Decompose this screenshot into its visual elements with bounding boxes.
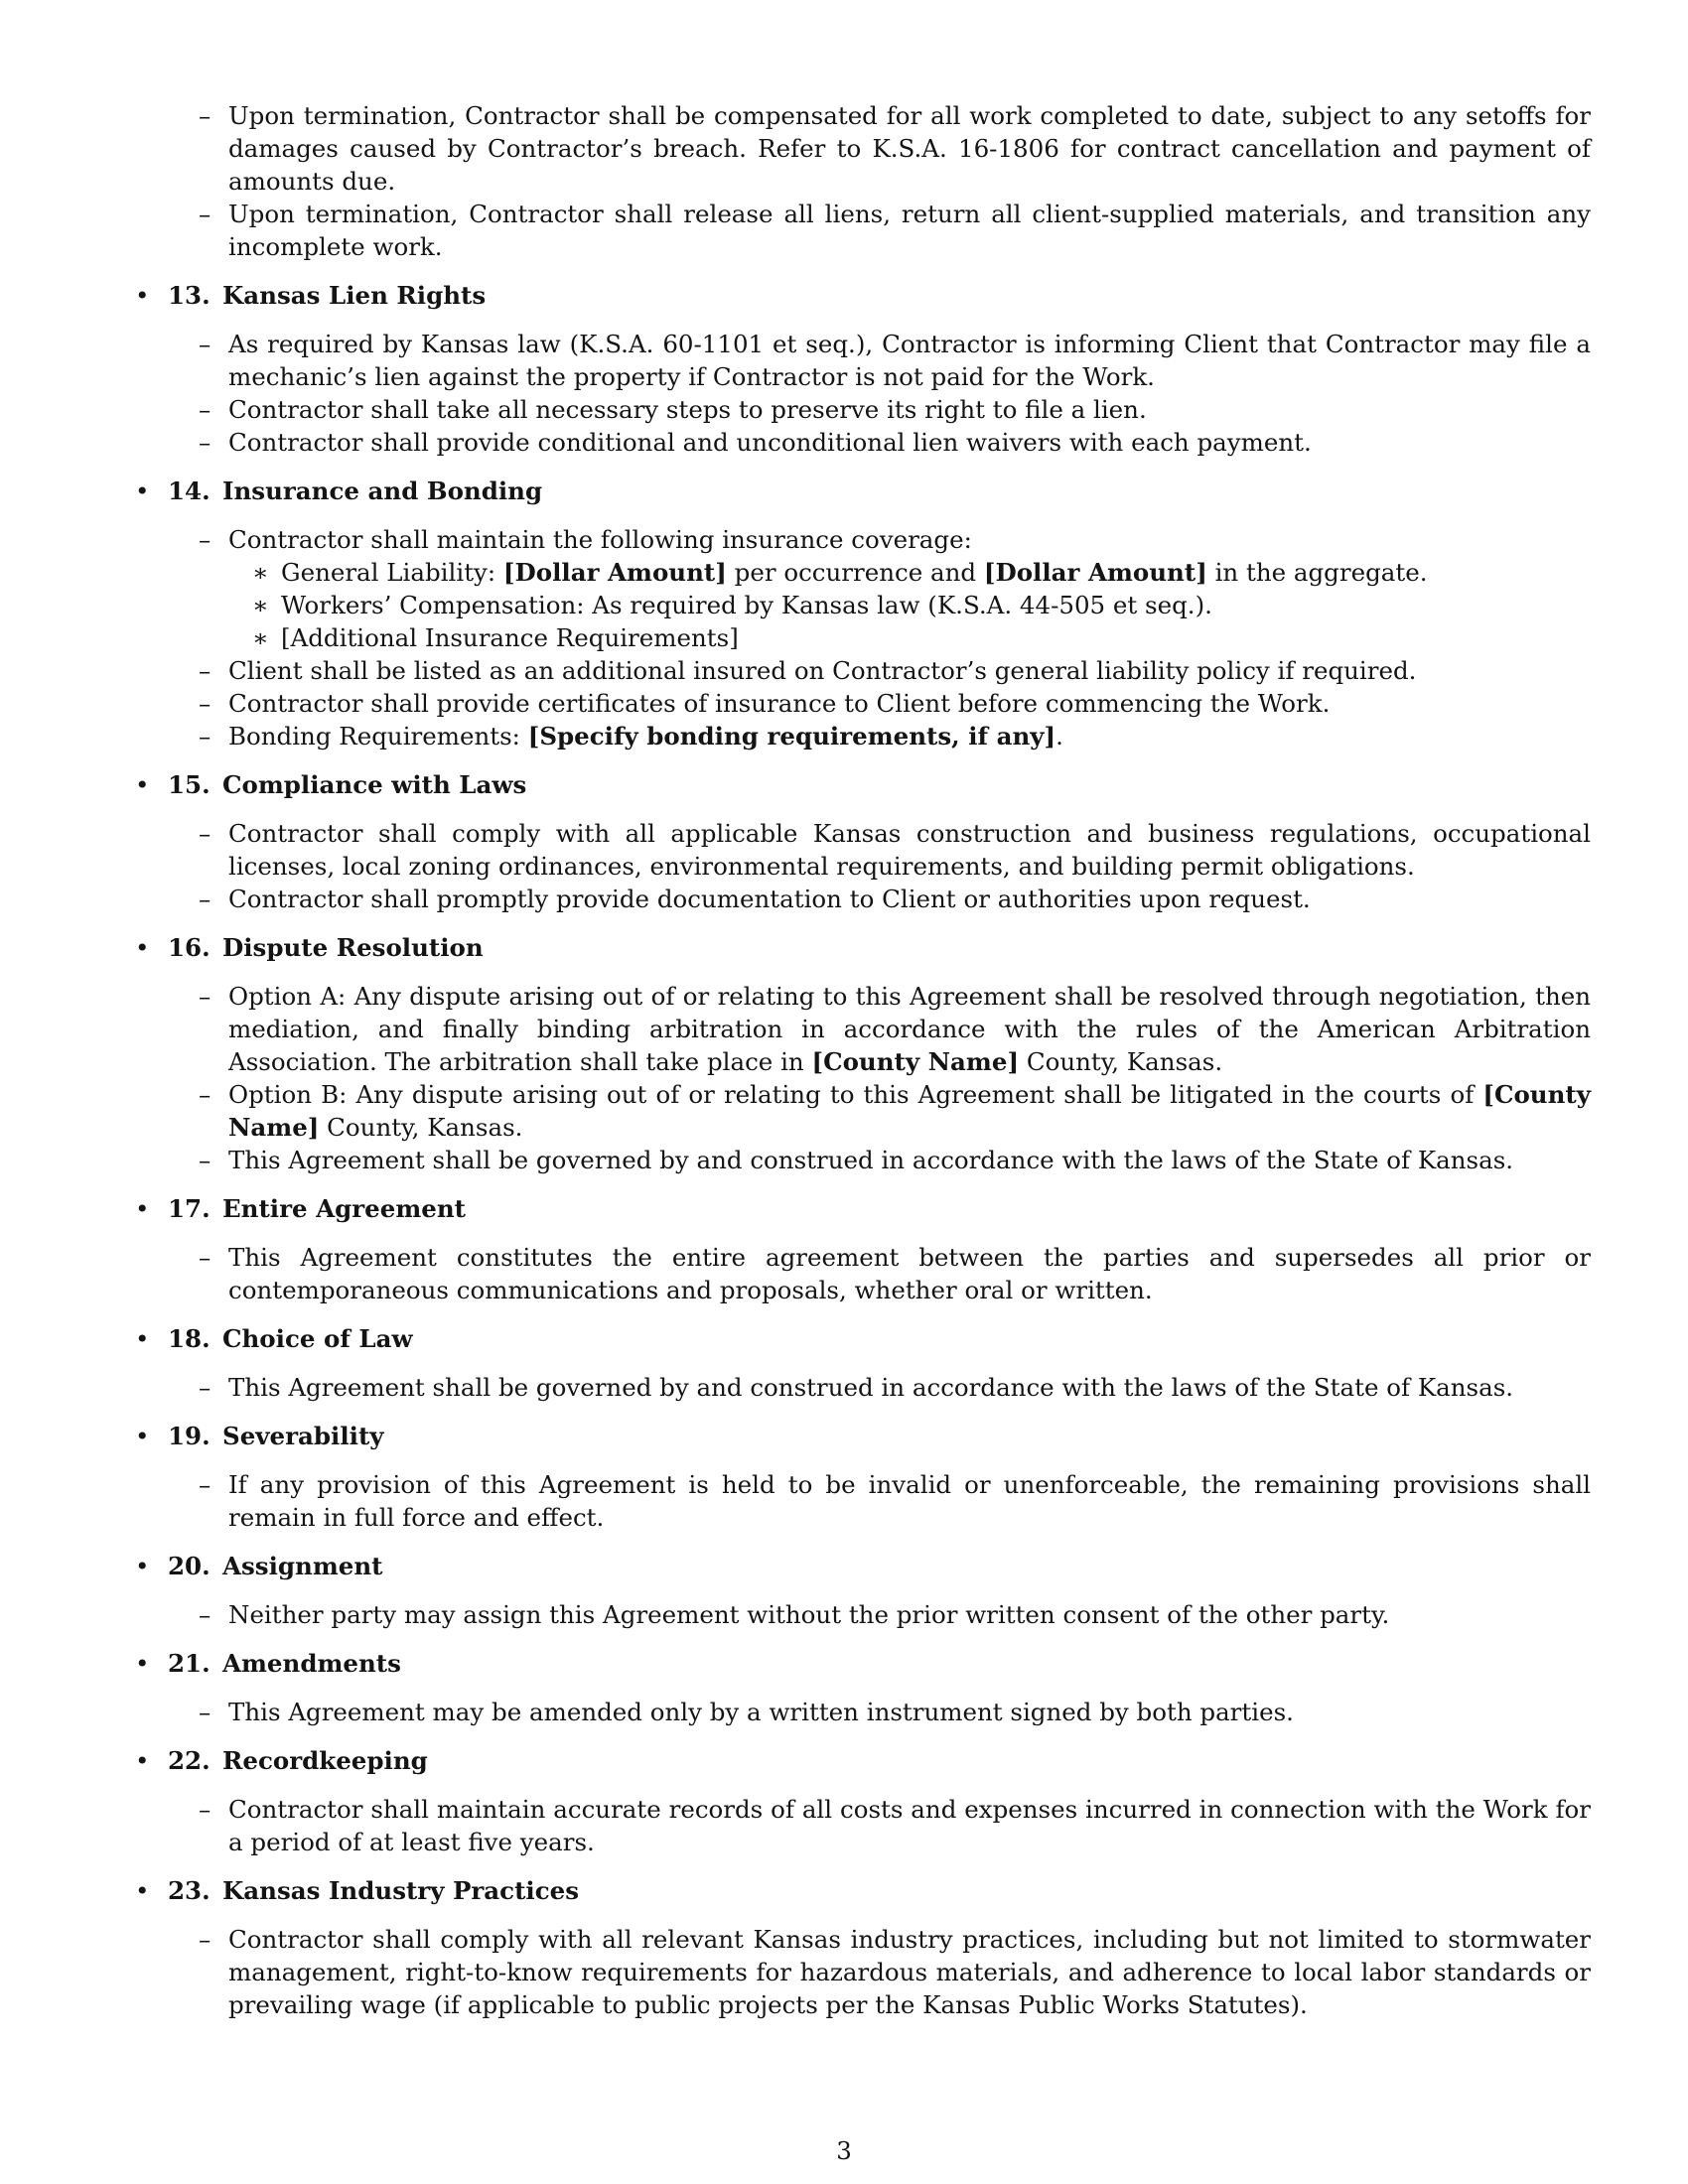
dash-marker: – bbox=[199, 1373, 211, 1402]
section-heading: • 22. Recordkeeping bbox=[135, 1746, 428, 1775]
section-heading: • 16. Dispute Resolution bbox=[135, 933, 484, 962]
list-item: – Contractor shall take all necessary steps to preserve its right to file a lien. bbox=[199, 395, 1147, 424]
list-item: – Contractor shall comply with all applicable Kansas construction and business regulations, occupational licenses, local zoning ordinances, environmental requirements, and building permit obligations. bbox=[199, 819, 1591, 881]
list-item: – Option B: Any dispute arising out of or relating to this Agreement shall be litigated in the courts of [County Name] County, Kansas. bbox=[199, 1080, 1591, 1142]
dash-marker: – bbox=[199, 1925, 211, 1954]
list-item: – Contractor shall provide conditional and unconditional lien waivers with each payment. bbox=[199, 428, 1312, 457]
section-entire-agreement bbox=[135, 1192, 1591, 1306]
section-compliance-with-laws bbox=[135, 768, 1591, 915]
section-recordkeeping bbox=[135, 1744, 1591, 1858]
bullet-marker: • bbox=[135, 1649, 150, 1678]
section-heading: • 18. Choice of Law bbox=[135, 1324, 413, 1353]
dash-marker: – bbox=[199, 1698, 211, 1726]
section-insurance-and-bonding bbox=[135, 475, 1591, 752]
section-heading: • 20. Assignment bbox=[135, 1552, 383, 1580]
section-heading: • 13. Kansas Lien Rights bbox=[135, 281, 487, 310]
section-severability bbox=[135, 1420, 1591, 1534]
dash-marker: – bbox=[199, 1470, 211, 1499]
bullet-marker: • bbox=[135, 770, 150, 799]
list-item: – Neither party may assign this Agreement without the prior written consent of the other party. bbox=[199, 1600, 1390, 1629]
dash-marker: – bbox=[199, 330, 211, 358]
dash-marker: – bbox=[199, 101, 211, 130]
dash-marker: – bbox=[199, 1795, 211, 1824]
section-dispute-resolution bbox=[135, 931, 1591, 1176]
bullet-marker: • bbox=[135, 281, 150, 310]
sub-list-item: ∗ General Liability: [Dollar Amount] per occurrence and [Dollar Amount] in the aggregate. bbox=[252, 558, 1428, 587]
bullet-marker: • bbox=[135, 477, 150, 505]
dash-marker: – bbox=[199, 1600, 211, 1629]
list-item: – This Agreement may be amended only by a written instrument signed by both parties. bbox=[199, 1698, 1294, 1726]
star-marker: ∗ bbox=[252, 623, 269, 652]
bullet-marker: • bbox=[135, 1746, 150, 1775]
dash-marker: – bbox=[199, 1243, 211, 1272]
section-heading: • 21. Amendments bbox=[135, 1649, 401, 1678]
bullet-marker: • bbox=[135, 1324, 150, 1353]
list-item: – Contractor shall maintain the following insurance coverage: bbox=[199, 525, 972, 554]
dash-marker: – bbox=[199, 525, 211, 554]
dash-marker: – bbox=[199, 395, 211, 424]
list-item: – Contractor shall maintain accurate records of all costs and expenses incurred in connection with the Work for a period of at least five years. bbox=[199, 1795, 1591, 1856]
bullet-marker: • bbox=[135, 1422, 150, 1450]
intro-list bbox=[135, 99, 1591, 263]
section-heading: • 19. Severability bbox=[135, 1422, 384, 1450]
document-body bbox=[135, 99, 1591, 2021]
section-heading: • 15. Compliance with Laws bbox=[135, 770, 527, 799]
bullet-marker: • bbox=[135, 933, 150, 962]
page-number: 3 bbox=[836, 2136, 852, 2165]
dash-marker: – bbox=[199, 885, 211, 913]
list-item: – As required by Kansas law (K.S.A. 60-1101 et seq.), Contractor is informing Client that Contractor may file a mechanic’s lien against the property if Contractor is not paid for the Work. bbox=[199, 330, 1591, 391]
section-heading: • 23. Kansas Industry Practices bbox=[135, 1876, 580, 1905]
section-kansas-industry-practices bbox=[135, 1874, 1591, 2021]
dash-marker: – bbox=[199, 656, 211, 685]
dash-marker: – bbox=[199, 1080, 211, 1109]
list-item: – Bonding Requirements: [Specify bonding requirements, if any]. bbox=[199, 722, 1063, 751]
dash-marker: – bbox=[199, 1146, 211, 1174]
list-item: – Client shall be listed as an additional insured on Contractor’s general liability policy if required. bbox=[199, 656, 1417, 685]
dash-marker: – bbox=[199, 689, 211, 718]
list-item: – Contractor shall promptly provide documentation to Client or authorities upon request. bbox=[199, 885, 1311, 913]
list-item: – Contractor shall comply with all relevant Kansas industry practices, including but not limited to stormwater management, right-to-know requirements for hazardous materials, and adherence to local labor standards or prevailing wage (if applicable to public projects per the Kansas Public Works Statutes). bbox=[199, 1925, 1591, 2019]
section-choice-of-law bbox=[135, 1322, 1591, 1404]
star-marker: ∗ bbox=[252, 591, 269, 619]
sub-list-item: ∗ [Additional Insurance Requirements] bbox=[252, 623, 739, 652]
star-marker: ∗ bbox=[252, 558, 269, 587]
list-item: – Contractor shall provide certificates of insurance to Client before commencing the Work. bbox=[199, 689, 1331, 718]
dash-marker: – bbox=[199, 200, 211, 228]
list-item: – Option A: Any dispute arising out of or relating to this Agreement shall be resolved through negotiation, then mediation, and finally binding arbitration in accordance with the rules of the American Arbitration Association. The arbitration shall take place in [County Name] County, Kansas. bbox=[199, 982, 1591, 1076]
list-item: – This Agreement shall be governed by and construed in accordance with the laws of the State of Kansas. bbox=[199, 1146, 1514, 1174]
list-item: – Upon termination, Contractor shall be compensated for all work completed to date, subject to any setoffs for damages caused by Contractor’s breach. Refer to K.S.A. 16-1806 for contract cancellation and payment of amounts due. bbox=[199, 101, 1591, 196]
dash-marker: – bbox=[199, 982, 211, 1011]
dash-marker: – bbox=[199, 819, 211, 848]
dash-marker: – bbox=[199, 722, 211, 751]
list-item: – If any provision of this Agreement is held to be invalid or unenforceable, the remaining provisions shall remain in full force and effect. bbox=[199, 1470, 1591, 1532]
dash-marker: – bbox=[199, 428, 211, 457]
section-amendments bbox=[135, 1647, 1591, 1728]
bullet-marker: • bbox=[135, 1876, 150, 1905]
list-item: – This Agreement shall be governed by and construed in accordance with the laws of the State of Kansas. bbox=[199, 1373, 1514, 1402]
bullet-marker: • bbox=[135, 1194, 150, 1223]
sub-list-item: ∗ Workers’ Compensation: As required by Kansas law (K.S.A. 44-505 et seq.). bbox=[252, 591, 1212, 619]
section-heading: • 14. Insurance and Bonding bbox=[135, 477, 543, 505]
bullet-marker: • bbox=[135, 1552, 150, 1580]
list-item: – Upon termination, Contractor shall release all liens, return all client-supplied materials, and transition any incomplete work. bbox=[199, 200, 1591, 261]
section-kansas-lien-rights bbox=[135, 279, 1591, 459]
section-heading: • 17. Entire Agreement bbox=[135, 1194, 466, 1223]
list-item: – This Agreement constitutes the entire agreement between the parties and supersedes all prior or contemporaneous communications and proposals, whether oral or written. bbox=[199, 1243, 1591, 1304]
section-assignment bbox=[135, 1550, 1591, 1631]
